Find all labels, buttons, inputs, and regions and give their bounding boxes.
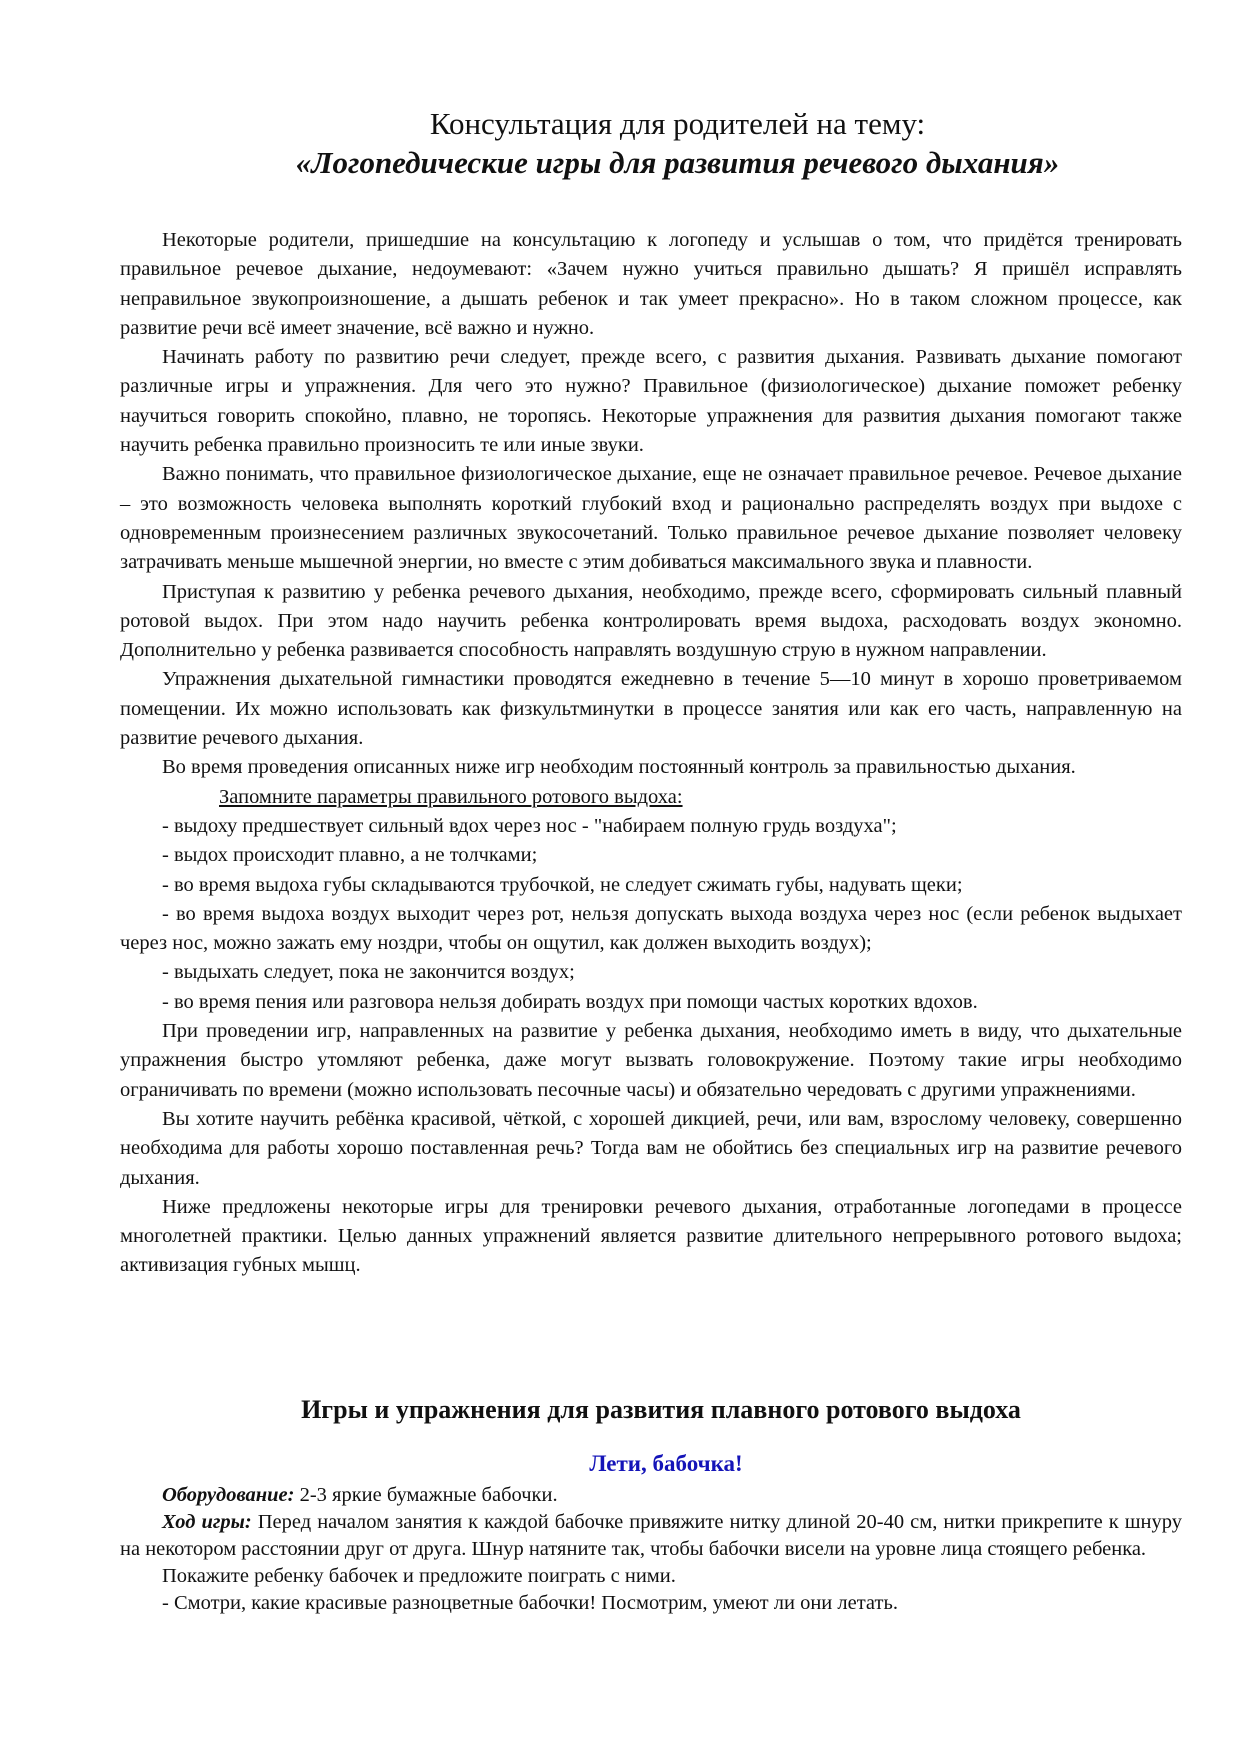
- rule-item: - во время выдоха воздух выходит через рот, нельзя допускать выхода воздуха через нос (если ребенок выдыхает через нос, можно зажать ему ноздри, чтобы он ощутил, как должен выходить воздух);: [120, 902, 1182, 955]
- equipment-label: Оборудование:: [162, 1484, 295, 1506]
- section-title: Игры и упражнения для развития плавного ротового выдоха: [301, 1395, 1021, 1424]
- paragraph: - Смотри, какие красивые разноцветные бабочки! Посмотрим, умеют ли они летать.: [162, 1592, 898, 1614]
- consultation-heading: Консультация для родителей на тему:: [429, 106, 926, 141]
- paragraph: Приступая к развитию у ребенка речевого дыхания, необходимо, прежде всего, сформировать сильный плавный ротовой выдох. При этом надо научить ребенка контролировать время выдоха, расходовать воздух экономно. Дополнительно у ребенка развивается способность направлять воздушную струю в нужном направлении.: [120, 580, 1182, 662]
- equipment-text: 2-3 яркие бумажные бабочки.: [294, 1484, 558, 1506]
- course-line: [120, 1509, 1182, 1563]
- paragraph: Вы хотите научить ребёнка красивой, чёткой, с хорошей дикцией, речи, или вам, взрослому человеку, совершенно необходима для работы хорошо поставленная речь? Тогда вам не обойтись без специальных игр на развитие речевого дыхания.: [120, 1107, 1182, 1189]
- paragraph: Ниже предложены некоторые игры для тренировки речевого дыхания, отработанные логопедами в процессе многолетней практики. Целью данных упражнений является развитие длительного непрерывного ротового выдоха; активизация губных мышц.: [120, 1195, 1182, 1277]
- paragraph: Некоторые родители, пришедшие на консультацию к логопеду и услышав о том, что придётся тренировать правильное речевое дыхание, недоумевают: «Зачем нужно учиться правильно дышать? Я пришёл исправлять неправильное звукопроизношение, а дышать ребенок и так умеет прекрасно». Но в таком сложном процессе, как развитие речи всё имеет значение, всё важно и нужно.: [120, 229, 1182, 339]
- equipment-line: [120, 1482, 1182, 1509]
- rule-item: - во время пения или разговора нельзя добирать воздух при помощи частых коротких вдохов.: [162, 990, 978, 1013]
- course-text: Перед началом занятия к каждой бабочке привяжите нитку длиной 20-40 см, нитки прикрепите к шнуру на некотором расстоянии друг от друга. Шнур натяните так, чтобы бабочки висели на уровне лица стоящего ребенка.: [120, 1511, 1182, 1560]
- paragraph: Начинать работу по развитию речи следует, прежде всего, с развития дыхания. Развивать дыхание помогают различные игры и упражнения. Для чего это нужно? Правильное (физиологическое) дыхание поможет ребенку научиться говорить спокойно, плавно, не торопясь. Некоторые упражнения для развития дыхания помогают также научить ребенка правильно произносить те или иные звуки.: [120, 346, 1182, 457]
- paragraph: Важно понимать, что правильное физиологическое дыхание, еще не означает правильное речевое. Речевое дыхание – это возможность человека выполнять короткий глубокий вход и рационально распределять воздух при выдохе с одновременным произнесением различных звукосочетаний. Только правильное речевое дыхание позволяет человеку затрачивать меньше мышечной энергии, но вместе с этим добиваться максимального звука и плавности.: [120, 463, 1182, 574]
- paragraph: Во время проведения описанных ниже игр необходим постоянный контроль за правильностью дыхания.: [162, 756, 1076, 779]
- paragraph: Упражнения дыхательной гимнастики проводятся ежедневно в течение 5—10 минут в хорошо проветриваемом помещении. Их можно использовать как физкультминутки в процессе занятия или как его часть, направленную на развитие речевого дыхания.: [120, 668, 1182, 750]
- rule-item: - выдыхать следует, пока не закончится воздух;: [162, 961, 575, 984]
- course-label: Ход игры:: [162, 1511, 252, 1533]
- game-title: Лети, бабочка!: [589, 1451, 743, 1476]
- game-section: [120, 1450, 1182, 1617]
- rule-item: - выдох происходит плавно, а не толчками;: [162, 844, 538, 867]
- rule-item: - во время выдоха губы складываются трубочкой, не следует сжимать губы, надувать щеки;: [162, 873, 963, 896]
- document-body: [120, 226, 1182, 1281]
- rules-heading: Запомните параметры правильного ротового выдоха:: [219, 785, 683, 808]
- paragraph: Покажите ребенку бабочек и предложите поиграть с ними.: [162, 1565, 676, 1587]
- consultation-topic-title: «Логопедические игры для развития речевого дыхания»: [295, 145, 1060, 180]
- rule-item: - выдоху предшествует сильный вдох через нос - "набираем полную грудь воздуха";: [162, 814, 897, 837]
- paragraph: При проведении игр, направленных на развитие у ребенка дыхания, необходимо иметь в виду, что дыхательные упражнения быстро утомляют ребенка, даже могут вызвать головокружение. Поэтому такие игры необходимо ограничивать по времени (можно использовать песочные часы) и обязательно чередовать с другими упражнениями.: [120, 1020, 1182, 1101]
